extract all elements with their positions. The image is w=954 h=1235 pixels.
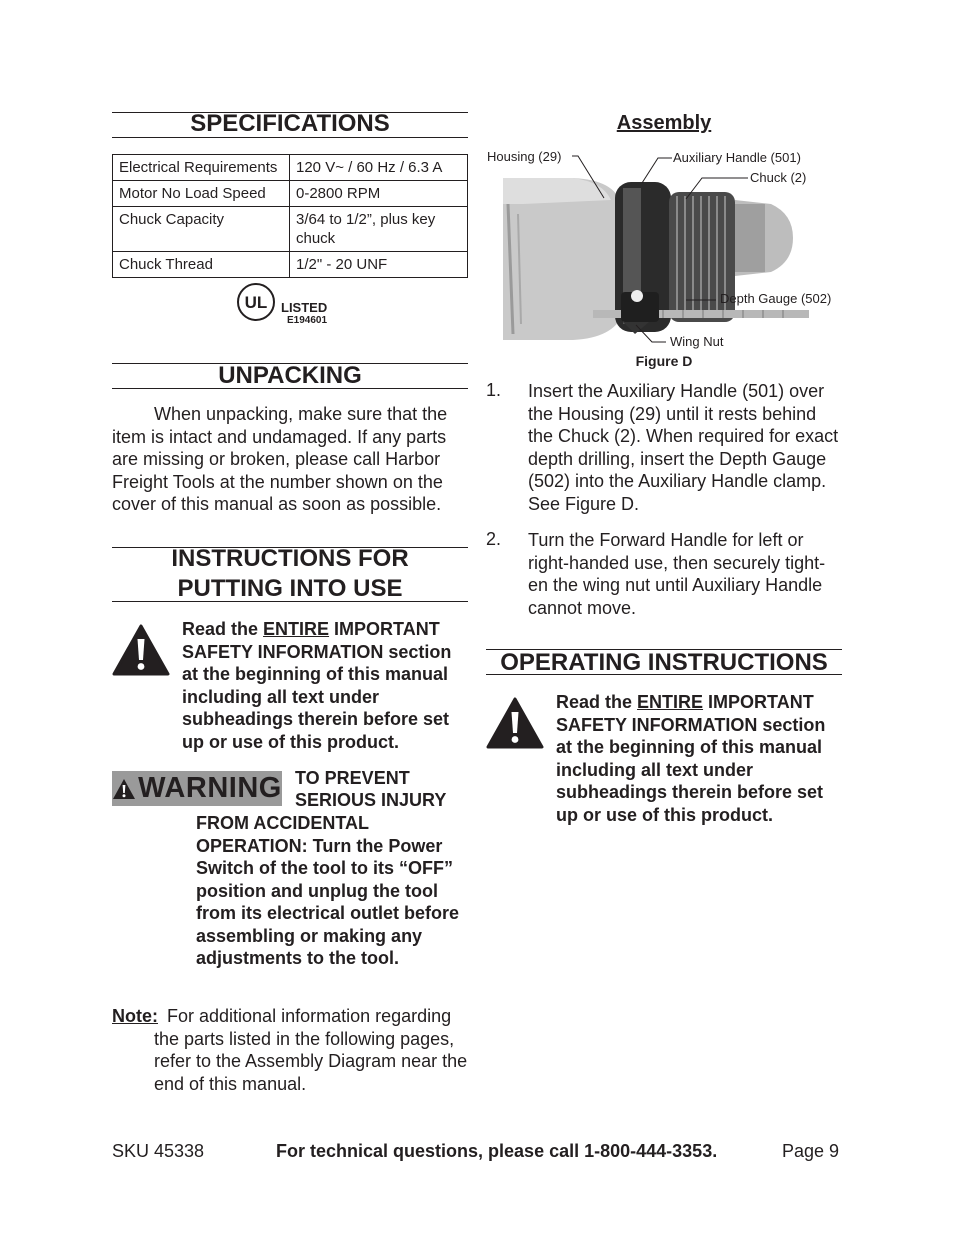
ul-mark-text: UL [244, 293, 268, 312]
warning-label: WARNING [138, 772, 282, 804]
operating-heading: OPERATING INSTRUCTIONS [500, 649, 828, 676]
footer-tech-support: For technical questions, please call 1-800-444-3353. [276, 1141, 718, 1161]
spec-value: 1/2" - 20 UNF [290, 252, 468, 278]
operating-bottom-rule [486, 674, 842, 675]
figure-caption: Figure D [635, 353, 693, 369]
safety-notice-left [182, 618, 468, 753]
warning-body: FROM ACCIDENTAL OPERATION: Turn the Power Switch of the tool to its “OFF” position and unplug the tool from its electrical outlet before assembling or making any adjustments to the tool. [196, 813, 460, 968]
safety-pre-text: Read the [556, 692, 638, 712]
warning-triangle-icon [112, 624, 170, 676]
step-number: 2. [486, 529, 502, 549]
instructions-bottom-rule [112, 601, 468, 602]
step-text: Turn the Forward Handle for left or right-handed use, then securely tight-en the wing nut until Auxiliary Handle cannot move. [528, 530, 826, 618]
footer-sku: SKU 45338 [112, 1141, 205, 1161]
ul-listed-mark [236, 282, 346, 326]
callout-wing-nut: Wing Nut [670, 334, 724, 349]
note-text: For additional information regarding the parts listed in the following pages, refer to the Assembly Diagram near the end of this manual. [154, 1006, 468, 1094]
safety-notice-right [556, 691, 842, 826]
warning-triangle-icon [486, 697, 544, 749]
assembly-heading: Assembly [616, 112, 712, 134]
callout-housing: Housing (29) [487, 149, 562, 164]
instructions-heading-line2: PUTTING INTO USE [177, 575, 403, 602]
spec-label: Electrical Requirements [113, 155, 290, 181]
step-text: Insert the Auxiliary Handle (501) over the Housing (29) until it rests behind the Chuck (2). When required for exact depth drilling, insert the Depth Gauge (502) into the Auxiliary Handle clamp. See Figure D. [528, 381, 839, 514]
specifications-heading: SPECIFICATIONS [190, 110, 390, 137]
table-row [113, 181, 468, 207]
safety-pre-text: Read the [182, 619, 264, 639]
safety-post-text: IMPORTANT SAFETY INFORMATION section at the beginning of this manual including all text under subheadings therein before set up or use of this product. [182, 619, 452, 752]
spec-label: Chuck Capacity [113, 207, 290, 252]
safety-post-text: IMPORTANT SAFETY INFORMATION section at the beginning of this manual including all text under subheadings therein before set up or use of this product. [556, 692, 826, 825]
callout-auxiliary-handle: Auxiliary Handle (501) [673, 150, 801, 165]
table-row [113, 252, 468, 278]
instructions-heading-line1: INSTRUCTIONS FOR [171, 545, 409, 572]
spec-value: 0-2800 RPM [290, 181, 468, 207]
note-label: Note: [112, 1006, 158, 1026]
callout-chuck: Chuck (2) [750, 170, 807, 185]
spec-label: Chuck Thread [113, 252, 290, 278]
spec-bottom-rule [112, 137, 468, 138]
step-number: 1. [486, 380, 502, 400]
callout-depth-gauge: Depth Gauge (502) [720, 291, 832, 306]
warning-small-icon [112, 778, 136, 800]
ul-listed-text: LISTED [281, 300, 328, 315]
spec-value: 120 V~ / 60 Hz / 6.3 A [290, 155, 468, 181]
unpacking-paragraph: When unpacking, make sure that the item is intact and undamaged. If any parts are missing or broken, please call Harbor Freight Tools at the number shown on the cover of this manual as soon as possible. [112, 404, 448, 514]
warning-line1: TO PREVENT [295, 768, 410, 788]
spec-value: 3/64 to 1/2”, plus key chuck [290, 207, 468, 252]
table-row [113, 155, 468, 181]
spec-label: Motor No Load Speed [113, 181, 290, 207]
ul-logo-icon [236, 282, 346, 326]
safety-entire-text: ENTIRE [637, 692, 704, 712]
warning-badge [112, 771, 282, 806]
table-row [113, 207, 468, 252]
ul-number-text: E194601 [287, 315, 328, 326]
unpacking-heading: UNPACKING [218, 362, 362, 389]
specifications-table [112, 154, 468, 278]
warning-line2: SERIOUS INJURY [295, 790, 447, 810]
unpacking-bottom-rule [112, 388, 468, 389]
safety-entire-text: ENTIRE [263, 619, 330, 639]
footer-page-number: Page 9 [782, 1141, 840, 1161]
